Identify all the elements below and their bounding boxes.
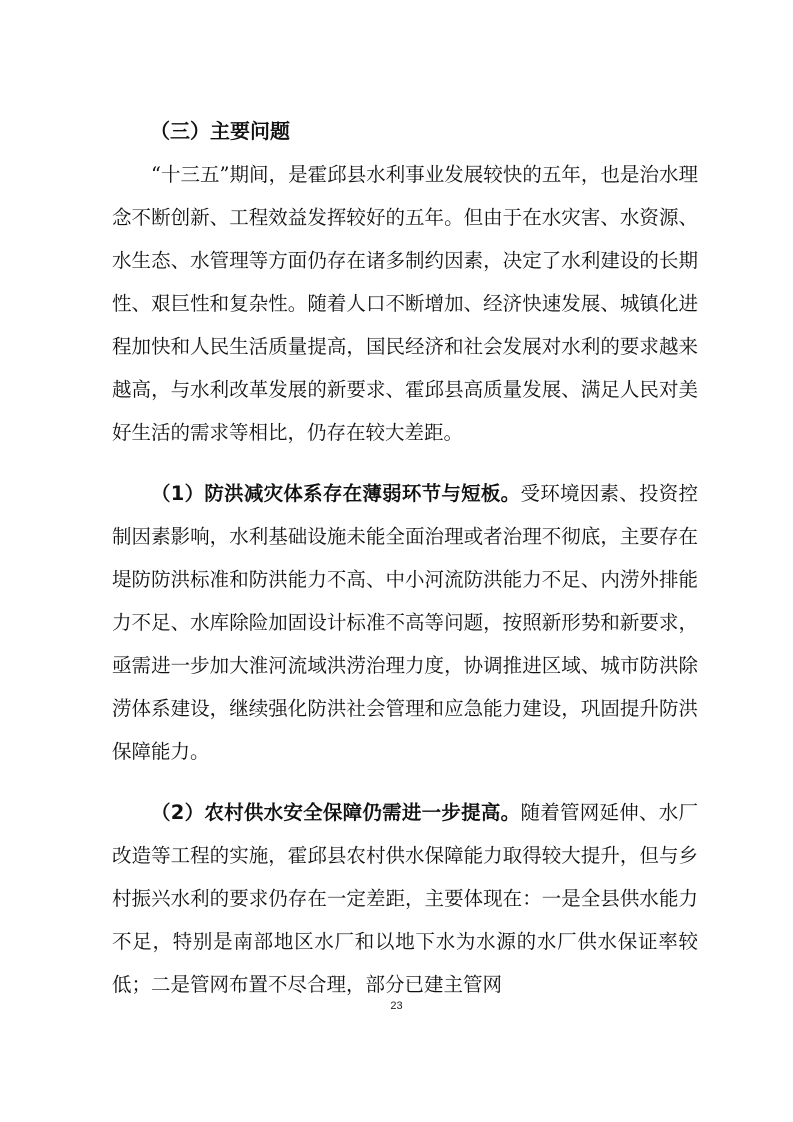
page-number: 23 [390, 1000, 403, 1012]
page-content [112, 110, 698, 1006]
section-heading: （三）主要问题 [150, 119, 290, 143]
paragraph-text: 随着管网延伸、水厂改造等工程的实施，霍邱县农村供水保障能力取得较大提升，但与乡村振兴水利的要求仍存在一定差距，主要体现在：一是全县供水能力不足，特别是南部地区水厂和以地下水为水源的水厂供水保证率较低；二是管网布置不尽合理，部分已建主管网 [112, 801, 698, 996]
paragraph-text: “十三五”期间，是霍邱县水利事业发展较快的五年，也是治水理念不断创新、工程效益发挥较好的五年。但由于在水灾害、水资源、水生态、水管理等方面仍存在诸多制约因素，决定了水利建设的长期性、艰巨性和复杂性。随着人口不断增加、经济快速发展、城镇化进程加快和人民生活质量提高，国民经济和社会发展对水利的要求越来越高，与水利改革发展的新要求、霍邱县高质量发展、满足人民对美好生活的需求等相比，仍存在较大差距。 [112, 163, 698, 444]
paragraph-intro [112, 153, 698, 454]
paragraph-water-supply [112, 791, 698, 1006]
paragraph-lead: （1）防洪减灾体系存在薄弱环节与短板。 [151, 482, 521, 505]
paragraph-flood-control [112, 472, 698, 773]
paragraph-text: 受环境因素、投资控制因素影响，水利基础设施未能全面治理或者治理不彻底，主要存在堤防防洪标准和防洪能力不高、中小河流防洪能力不足、内涝外排能力不足、水库除险加固设计标准不高等问题，按照新形势和新要求，亟需进一步加大淮河流域洪涝治理力度，协调推进区域、城市防洪除涝体系建设，继续强化防洪社会管理和应急能力建设，巩固提升防洪保障能力。 [112, 482, 698, 763]
paragraph-lead: （2）农村供水安全保障仍需进一步提高。 [151, 801, 521, 824]
